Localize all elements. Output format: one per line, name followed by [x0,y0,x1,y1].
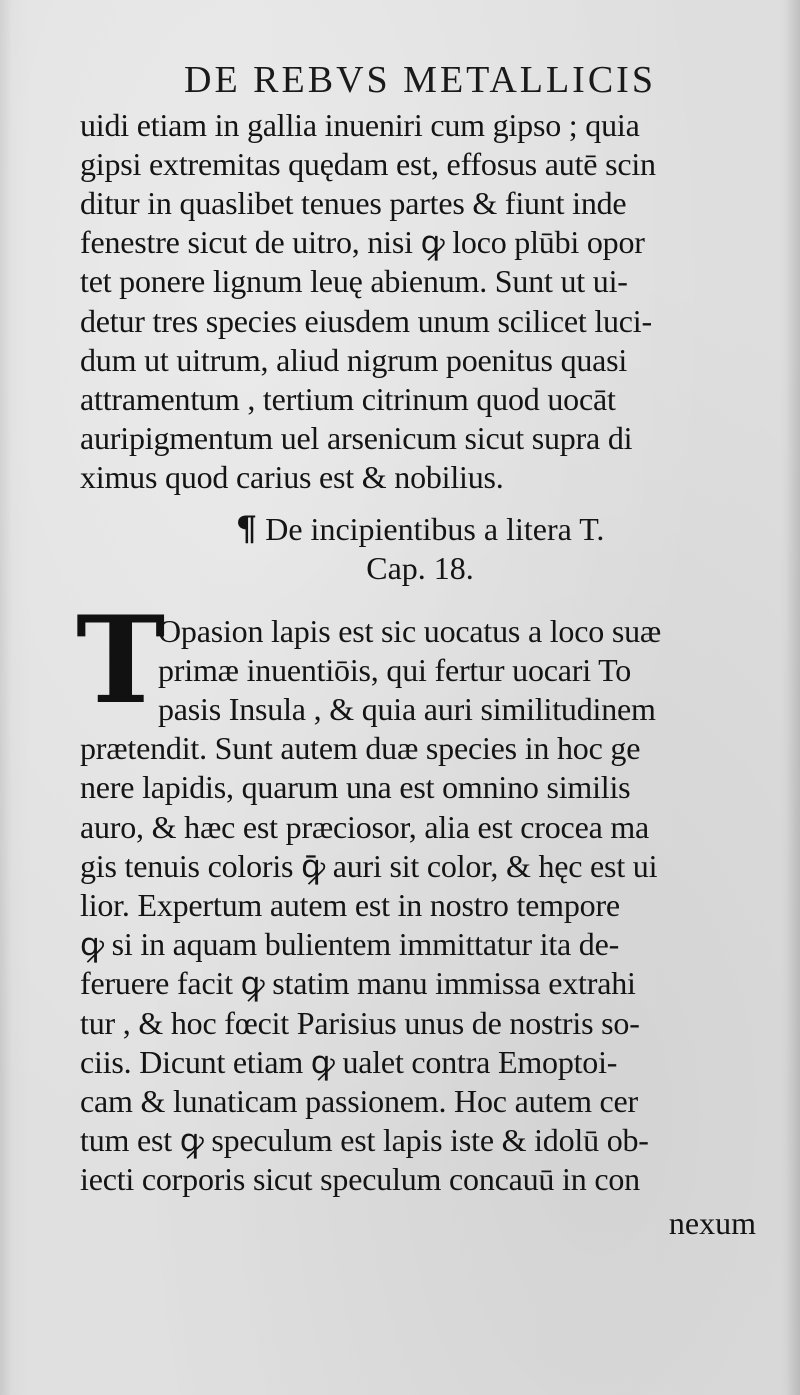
text-line: ciis. Dicunt etiam ꝙ ualet contra Emoptoi- [80,1043,618,1080]
text-line: cam & lunaticam passionem. Hoc autem cer [80,1083,639,1120]
text-line: nere lapidis, quarum una est omnino similis [80,769,631,806]
text-block-before [80,106,760,498]
running-head: DE REBVS METALLICIS [184,59,656,101]
text-line: primæ inuentiōis, qui fertur uocari To [158,651,632,688]
text-line: iecti corporis sicut speculum concauū in con [80,1161,640,1198]
text-line: feruere facit ꝙ statim manu immissa extrahi [80,965,636,1002]
text-line: tur , & hoc fœcit Parisius unus de nostris so- [80,1004,640,1041]
text-line: ditur in quaslibet tenues partes & fiunt inde [80,185,627,221]
text-line: attramentum , tertium citrinum quod uocāt [80,381,616,418]
text-line: auripigmentum uel arsenicum sicut supra di [80,420,633,457]
text-line: tum est ꝙ speculum est lapis iste & idolū ob- [80,1122,649,1159]
text-line: lior. Expertum autem est in nostro tempore [80,887,620,924]
chapter-text-block [76,589,760,1200]
text-line: detur tres species eiusdem unum scilicet luci- [80,302,652,339]
text-line: pasis Insula , & quia auri similitudinem [158,691,656,728]
text-line: auro, & hæc est præciosor, alia est crocea ma [80,808,650,845]
text-line: uidi etiam in gallia inueniri cum gipso ; quia [80,106,640,143]
text-line: ximus quod carius est & nobilius. [80,459,504,496]
text-line: tet ponere lignum leuę abienum. Sunt ut ui- [80,263,628,300]
text-line: ꝙ si in aquam bulientem immittatur ita de- [80,926,620,963]
text-line: dum ut uitrum, aliud nigrum poenitus quasi [80,341,628,378]
text-line: Opasion lapis est sic uocatus a loco suæ [158,612,662,649]
text-line: prætendit. Sunt autem duæ species in hoc ge [80,730,641,767]
text-line: fenestre sicut de uitro, nisi ꝙ loco plūbi opor [80,224,645,261]
section-heading-text: De incipientibus a litera T. [265,510,605,547]
text-line: gipsi extremitas quędam est, effosus autē scin [80,145,656,182]
pilcrow-icon: ¶ [235,508,258,549]
drop-cap-initial: T [76,589,166,731]
page-content [76,58,760,1243]
section-heading [80,510,760,548]
page-edge-shadow [786,0,800,1395]
catchword: nexum [668,1204,756,1241]
chapter-label: Cap. 18. [366,549,474,586]
text-line: gis tenuis coloris ꝙ̄ auri sit color, & hęc est ui [80,847,658,884]
